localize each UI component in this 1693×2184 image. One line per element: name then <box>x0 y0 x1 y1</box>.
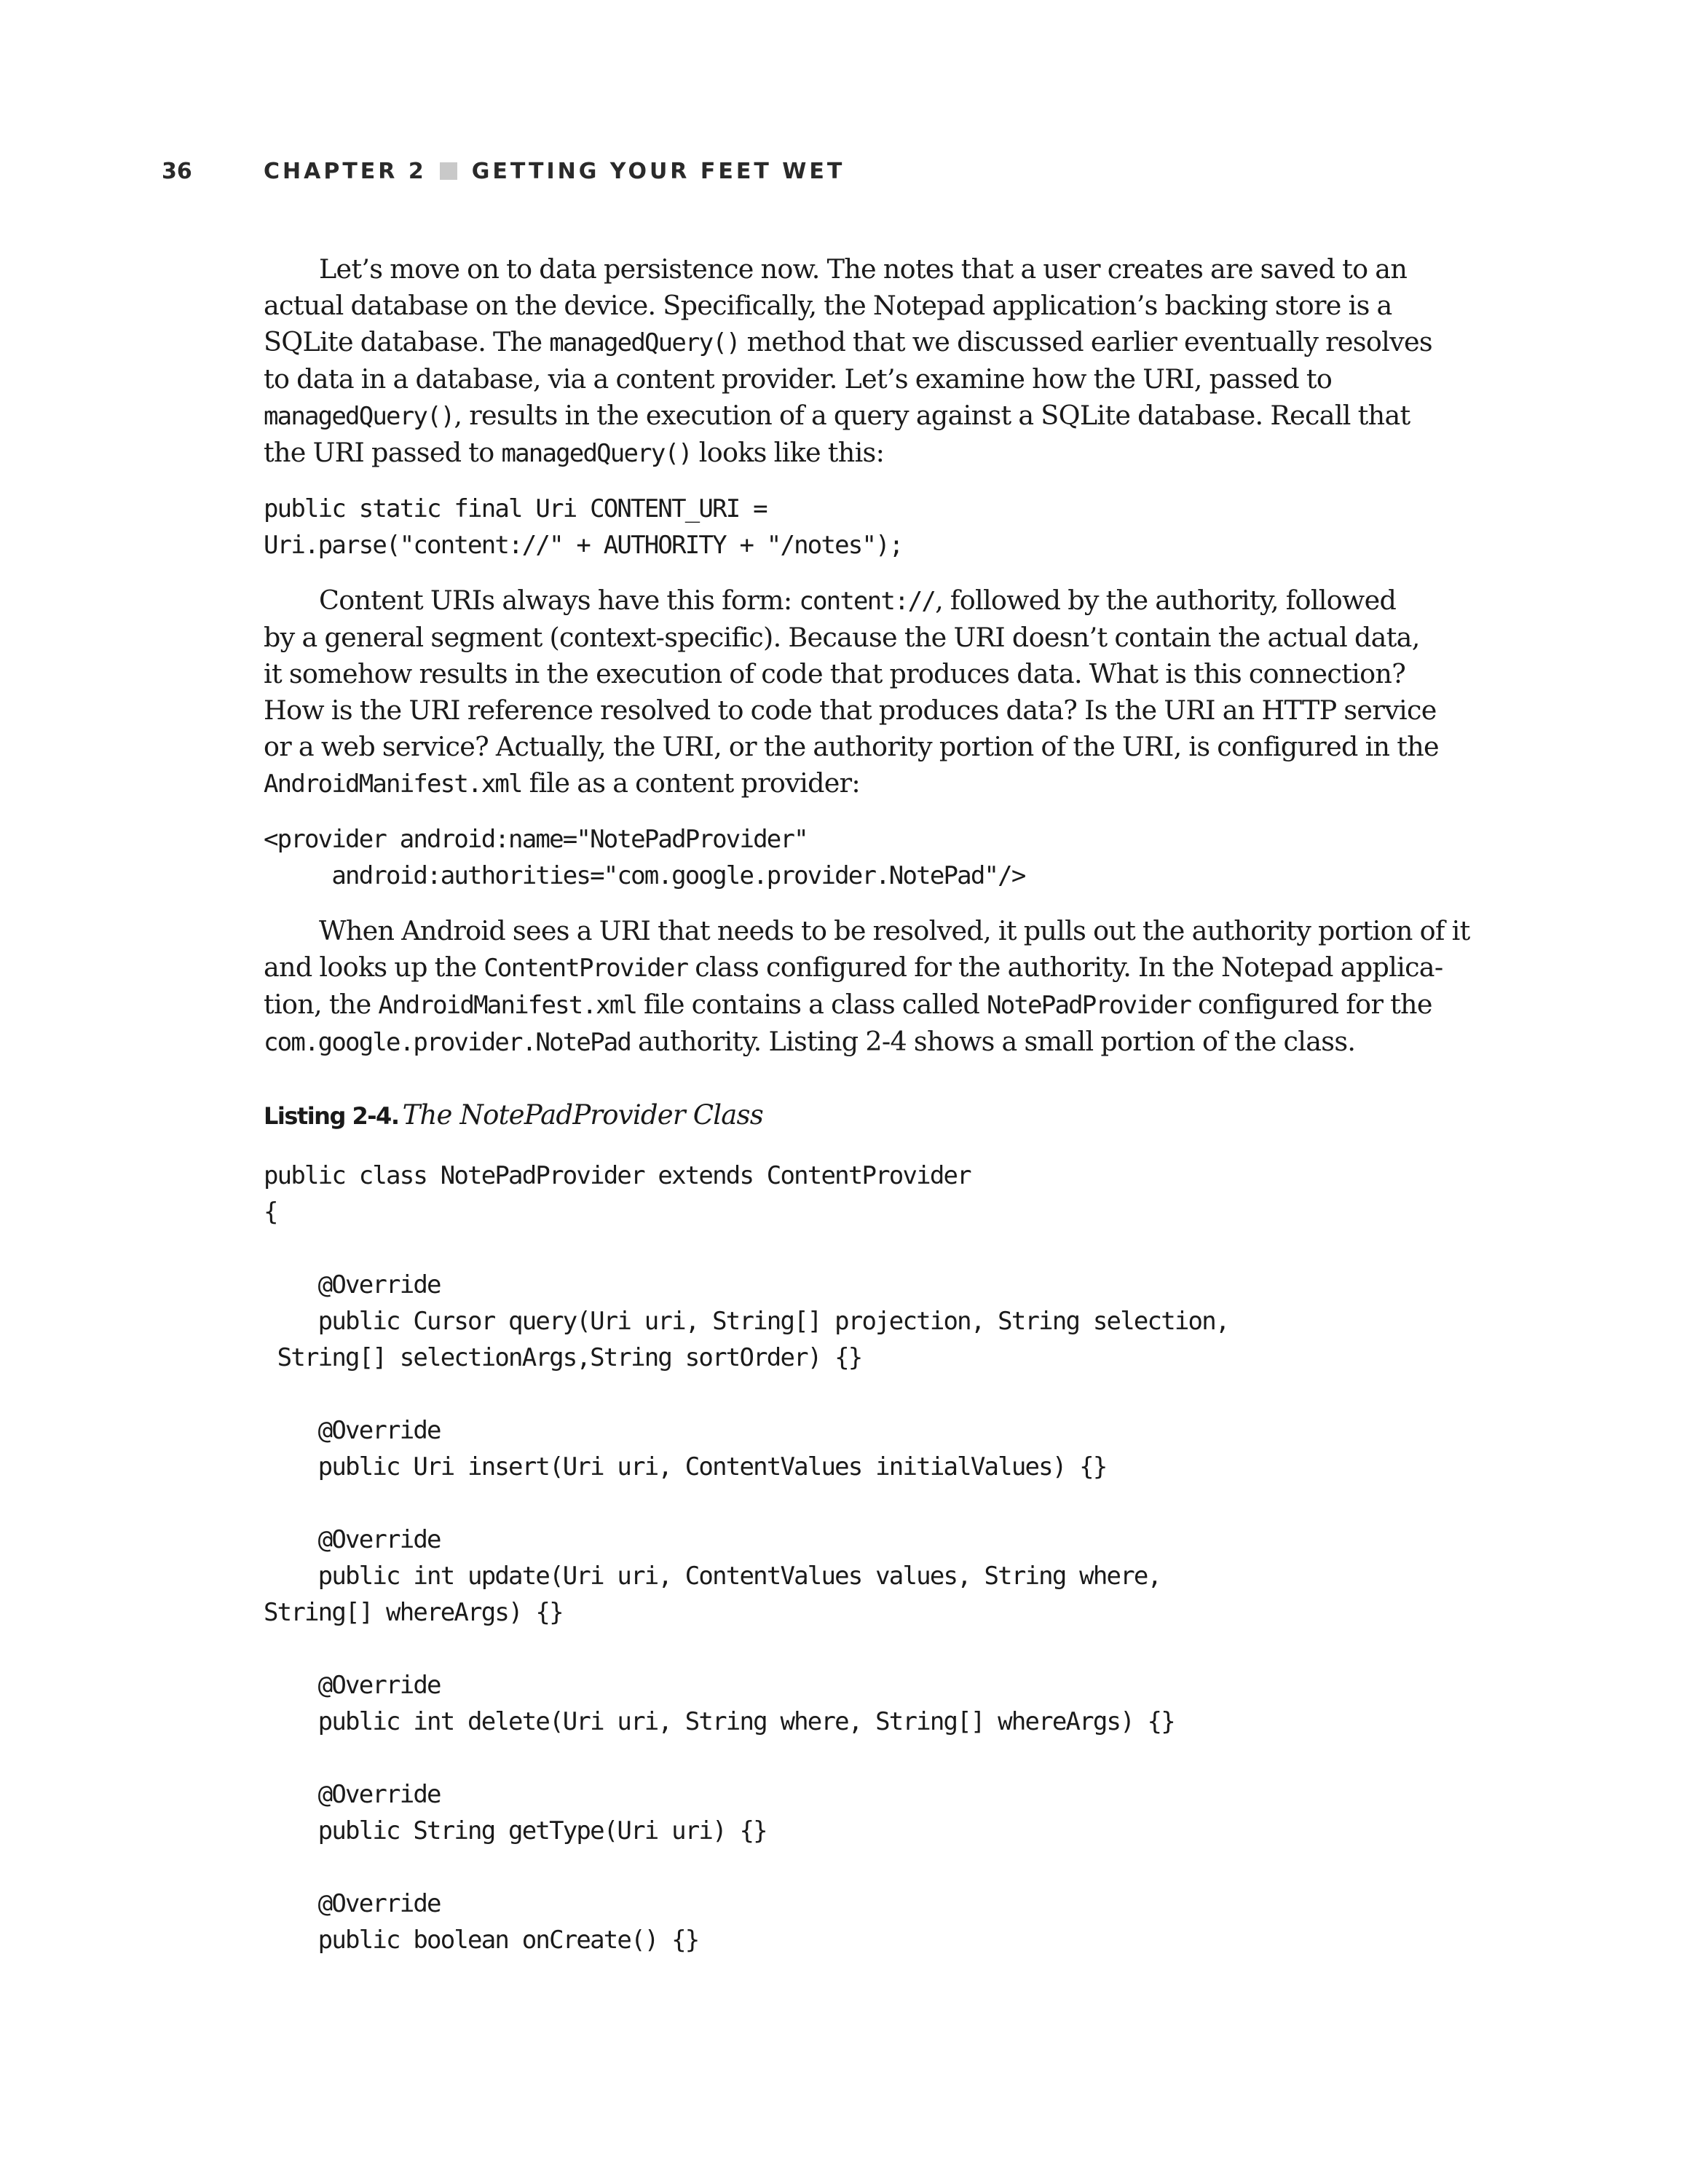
listing-label: Listing 2-4. <box>264 1102 399 1130</box>
text-line <box>264 729 1439 765</box>
inline-code: AndroidManifest.xml <box>378 991 637 1020</box>
text-run: it somehow results in the execution of code that produces data. What is this connection? <box>264 658 1406 689</box>
code-line: public int update(Uri uri, ContentValues values, String where, <box>264 1562 1161 1591</box>
text-line <box>264 949 1443 986</box>
text-line <box>264 324 1432 361</box>
paragraph-authority-resolution <box>264 913 1470 1061</box>
code-line: @Override <box>264 1416 441 1445</box>
text-run: looks like this: <box>691 437 885 468</box>
code-line: public Cursor query(Uri uri, String[] projection, String selection, <box>264 1307 1229 1336</box>
text-run: , followed by the authority, followed <box>935 585 1397 616</box>
code-line <box>264 1376 1429 1412</box>
code-line: String[] selectionArgs,String sortOrder) {} <box>264 1343 862 1372</box>
text-run: to data in a database, via a content provider. Let’s examine how the URI, passed to <box>264 363 1333 395</box>
listing-caption: The NotePadProvider Class <box>402 1099 763 1131</box>
code-line: @Override <box>264 1671 441 1700</box>
text-line <box>264 986 1432 1024</box>
paragraph-content-uris <box>264 582 1439 802</box>
text-run: authority. Listing 2-4 shows a small portion of the class. <box>631 1026 1356 1057</box>
inline-code: ContentProvider <box>484 954 688 983</box>
text-run: SQLite database. The <box>264 326 550 357</box>
code-line: public static final Uri CONTENT_URI = <box>264 494 767 523</box>
code-line <box>264 1849 1429 1886</box>
text-run: and looks up the <box>264 951 484 983</box>
running-head <box>162 159 1472 191</box>
text-run: Let’s move on to data persistence now. The notes that a user creates are saved to an <box>319 253 1408 285</box>
inline-code: managedQuery() <box>501 439 692 468</box>
code-line: @Override <box>264 1525 441 1554</box>
inline-code: NotePadProvider <box>987 991 1191 1020</box>
text-line <box>264 765 1429 802</box>
code-line: <provider android:name="NotePadProvider" <box>264 825 808 854</box>
square-separator-icon <box>440 162 457 180</box>
inline-code: content:// <box>799 587 936 616</box>
code-line: Uri.parse("content://" + AUTHORITY + "/notes"); <box>264 531 903 560</box>
inline-code: managedQuery() <box>264 402 454 431</box>
code-line: @Override <box>264 1889 441 1918</box>
code-content-uri <box>264 491 1429 563</box>
text-run: When Android sees a URI that needs to be resolved, it pulls out the authority portion of it <box>319 915 1470 946</box>
listing-title <box>264 1097 1429 1139</box>
page-body <box>264 251 1470 1977</box>
text-run: Content URIs always have this form: <box>319 585 800 616</box>
code-line: public Uri insert(Uri uri, ContentValues initialValues) {} <box>264 1452 1107 1481</box>
chapter-label: CHAPTER 2 <box>264 159 427 184</box>
text-run: the URI passed to <box>264 437 502 468</box>
code-listing-notepadprovider <box>264 1158 1429 1958</box>
text-run: class configured for the authority. In the Notepad applica- <box>687 951 1443 983</box>
chapter-title: GETTING YOUR FEET WET <box>471 159 845 184</box>
code-line: public boolean onCreate() {} <box>264 1926 699 1955</box>
code-line: @Override <box>264 1270 441 1299</box>
paragraph-data-persistence <box>264 251 1432 472</box>
code-line: public int delete(Uri uri, String where, String[] whereArgs) {} <box>264 1707 1175 1736</box>
text-run: actual database on the device. Specifically, the Notepad application’s backing store is a <box>264 290 1392 321</box>
text-line <box>264 435 1429 472</box>
code-line <box>264 1740 1429 1776</box>
chapter-heading <box>264 159 845 184</box>
inline-code: com.google.provider.NotePad <box>264 1028 631 1057</box>
code-line <box>264 1485 1429 1522</box>
text-line <box>264 582 1429 620</box>
code-line: @Override <box>264 1780 441 1809</box>
code-provider-manifest <box>264 821 1429 894</box>
page-number: 36 <box>162 159 192 184</box>
text-run: method that we discussed earlier eventually resolves <box>739 326 1432 357</box>
text-line <box>264 913 1470 949</box>
text-run: or a web service? Actually, the URI, or the authority portion of the URI, is configured in the <box>264 731 1439 762</box>
code-line <box>264 1230 1429 1267</box>
text-line <box>264 692 1437 729</box>
inline-code: managedQuery() <box>549 328 740 357</box>
text-line <box>264 397 1429 435</box>
text-run: How is the URI reference resolved to code that produces data? Is the URI an HTTP service <box>264 695 1437 726</box>
code-line: public String getType(Uri uri) {} <box>264 1816 767 1845</box>
code-line: String[] whereArgs) {} <box>264 1598 563 1627</box>
text-run: tion, the <box>264 989 379 1020</box>
text-run: file as a content provider: <box>521 767 861 799</box>
text-line <box>264 251 1429 288</box>
text-line <box>264 1024 1429 1061</box>
code-line: public class NotePadProvider extends ContentProvider <box>264 1161 971 1190</box>
code-line <box>264 1631 1429 1667</box>
inline-code: AndroidManifest.xml <box>264 769 522 799</box>
text-line <box>264 361 1429 397</box>
text-run: configured for the <box>1191 989 1432 1020</box>
code-line: android:authorities="com.google.provider.NotePad"/> <box>264 861 1025 890</box>
text-run: by a general segment (context-specific). Because the URI doesn’t contain the actual data, <box>264 622 1420 653</box>
code-line: { <box>264 1198 277 1227</box>
text-line <box>264 620 1429 656</box>
text-run: , results in the execution of a query against a SQLite database. Recall that <box>454 400 1410 431</box>
text-line <box>264 656 1429 692</box>
text-run: file contains a class called <box>636 989 987 1020</box>
text-line <box>264 288 1429 324</box>
